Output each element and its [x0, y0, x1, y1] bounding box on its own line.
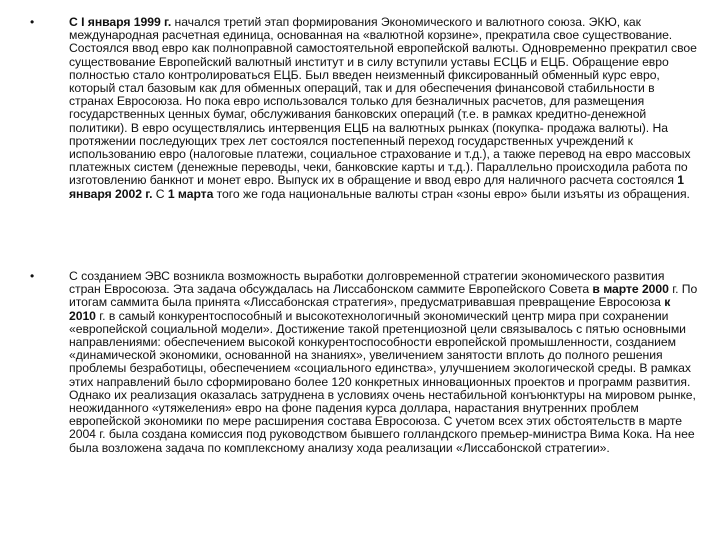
paragraph-text: С созданием ЭВС возникла возможность выработки долговременной стратегии экономического развития стран Евросоюза. Эта задача обсуждалась на Лиссабонском саммите Европейского Совета — [69, 269, 665, 297]
paragraph-text: начался третий этап формирования Экономического и валютного союза. ЭКЮ, как международная расчетная единица, основанная на «валютной корзине», прекратила свое существование. Состоялся ввод евро как полноправной самостоятельной европейской валюты. Одновременно прекратил свое существование Европейский валютный институт и в силу вступили уставы ЕСЦБ и ЕЦБ. Обращение евро полностью стало контролироваться ЕЦБ. Был введен неизменный фиксированный обменный курс евро, который стал базовым как для обменных операций, так и для обеспечения финансовой стабильности в странах Евросоюза. Но пока евро использовался только для безналичных расчетов, для размещения государственных ценных бумаг, обслуживания банковских операций (т.е. в рамках кредитно-денежной политики). В евро осуществлялись интервенция ЕЦБ на валютных рынках (покупка- продажа валюты). На протяжении последующих трех лет состоялся постепенный переход государственных учреждений к использованию евро (налоговые платежи, социальное страхование и т.д.), а также перевод на евро массовых платежных систем (денежные переводы, чеки, банковские карты и т.д.). Параллельно происходила работа по изготовлению банкнот и монет евро. Выпуск их в обращение и ввод евро для наличного расчета состоялся — [69, 15, 697, 188]
paragraph-text: того же года национальные валюты стран «зоны евро» были изъяты из обращения. — [213, 186, 690, 201]
bold-date: 1 января 2002 г. — [69, 173, 684, 201]
bold-date: 1 марта — [167, 186, 214, 201]
paragraph-text: г. в самый конкурентоспособный и высокотехнологичный экономический центр мира при сохранении «европейской социальной модели». Достижение такой претенциозной цели связывалось с пятью основными направлениями: обеспечением высокой конкурентоспособности европейской промышленности, созданием «динамической экономики, основанной на знаниях», увеличением занятости вплоть до полного решения проблемы безработицы, обеспечением «социального единства», улучшением экологической среды. В рамках этих направлений было сформировано более 120 конкретных инновационных проектов и программ развития. Однако их реализация оказалась затруднена в условиях очень нестабильной конъюнктуры на мировом рынке, неожиданного «утяжеления» евро на фоне падения курса доллара, нарастания внутренних проблем европейской экономики по мере расширения состава Евросоюза. С учетом всех этих обстоятельств в марте 2004 г. была создана комиссия под руководством бывшего голландского премьер-министра Вима Кока. На нее была возложена задача по комплексному анализу хода реализации «Лиссабонской стратегии». — [69, 308, 696, 455]
bold-date: к 2010 — [69, 295, 671, 323]
bullet-marker: • — [30, 15, 35, 29]
paragraph-euro-third-stage — [69, 16, 699, 201]
paragraph-lisbon-strategy — [69, 270, 699, 455]
bold-date: С I января 1999 г. — [69, 15, 172, 29]
bold-date: в марте 2000 — [592, 282, 669, 297]
bullet-marker: • — [30, 269, 35, 283]
paragraph-text: г. По итогам саммита была принята «Лиссабонская стратегия», предусматривавшая превращение Евросоюза — [69, 282, 698, 310]
paragraph-text: С — [152, 186, 168, 201]
